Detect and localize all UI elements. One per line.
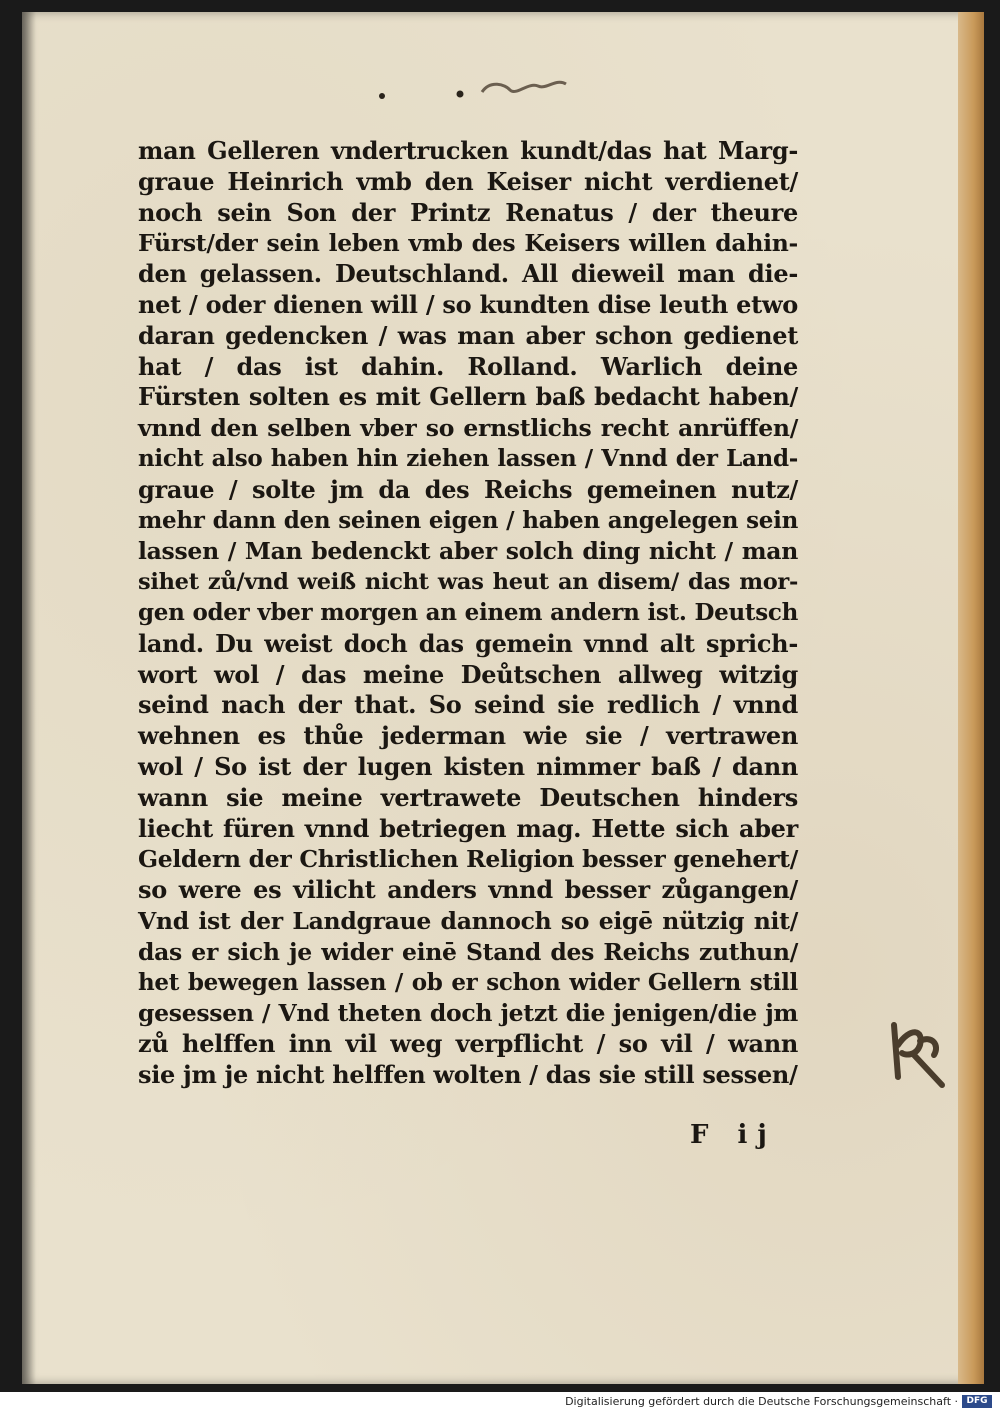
text-line: land. Du weist doch das gemein vnnd alt sprich- (138, 628, 798, 658)
text-line: sie jm je nicht helffen wolten / das sie still sessen/ (138, 1059, 798, 1089)
text-line: liecht füren vnnd betriegen mag. Hette sich aber (138, 813, 798, 843)
text-line: wann sie meine vertrawete Deutschen hinders (138, 782, 798, 812)
text-line: noch sein Son der Printz Renatus / der theure (138, 197, 798, 227)
text-line: hat / das ist dahin. Rolland. Warlich deine (138, 351, 798, 381)
text-line: lassen / Man bedenckt aber solch ding nicht / man (138, 537, 798, 566)
handwritten-ink-mark (880, 1015, 960, 1095)
text-line: gen oder vber morgen an einem andern ist. Deutsch (138, 598, 798, 626)
text-line: net / oder dienen will / so kundten dise leuth etwo (138, 289, 798, 319)
dfg-logo: DFG (962, 1395, 992, 1408)
text-line: Fürsten solten es mit Gellern baß bedacht haben/ (138, 382, 798, 412)
text-line: mehr dann den seinen eigen / haben angelegen sein (138, 506, 798, 534)
page-gutter-shadow (22, 12, 36, 1384)
text-line: het bewegen lassen / ob er schon wider Gellern still (138, 968, 798, 996)
page-edge (958, 12, 984, 1384)
text-line: sihet zů/vnd weiß nicht was heut an disem/ das mor- (138, 569, 798, 596)
page-text-block (138, 136, 798, 1091)
signature-mark: F ij (690, 1120, 777, 1150)
text-line: nicht also haben hin ziehen lassen / Vnnd der Land- (138, 444, 798, 472)
header-ornament-marks (370, 70, 590, 110)
text-line: das er sich je wider einē Stand des Reichs zuthun/ (138, 937, 798, 966)
text-line: zů helffen inn vil weg verpflicht / so vil / wann (138, 1029, 798, 1059)
text-line: Geldern der Christlichen Religion besser genehert/ (138, 845, 798, 874)
text-line: so were es vilicht anders vnnd besser zůgangen/ (138, 875, 798, 905)
text-line: vnnd den selben vber so ernstlichs recht anrüffen/ (138, 414, 798, 443)
text-line: graue Heinrich vmb den Keiser nicht verdienet/ (138, 166, 798, 196)
footer-bar (0, 1392, 1000, 1412)
text-line: seind nach der that. So seind sie redlich / vnnd (138, 690, 798, 720)
text-line: graue / solte jm da des Reichs gemeinen nutz/ (138, 474, 798, 504)
text-line: Fürst/der sein leben vmb des Keisers willen dahin- (138, 229, 798, 258)
text-line: wehnen es thůe jederman wie sie / vertrawen (138, 721, 798, 751)
text-line: den gelassen. Deutschland. All dieweil man die- (138, 259, 798, 289)
text-line: man Gelleren vndertrucken kundt/das hat Marg- (138, 136, 798, 165)
text-line: wort wol / das meine Deůtschen allweg witzig (138, 659, 798, 689)
text-line: daran gedencken / was man aber schon gedienet (138, 320, 798, 350)
text-line: wol / So ist der lugen kisten nimmer baß / dann (138, 751, 798, 781)
text-line: Vnd ist der Landgraue dannoch so eigē nützig nit/ (138, 906, 798, 935)
footer-credit-text: Digitalisierung gefördert durch die Deutsche Forschungsgemeinschaft · (565, 1395, 958, 1408)
text-line: gesessen / Vnd theten doch jetzt die jenigen/die jm (138, 999, 798, 1028)
